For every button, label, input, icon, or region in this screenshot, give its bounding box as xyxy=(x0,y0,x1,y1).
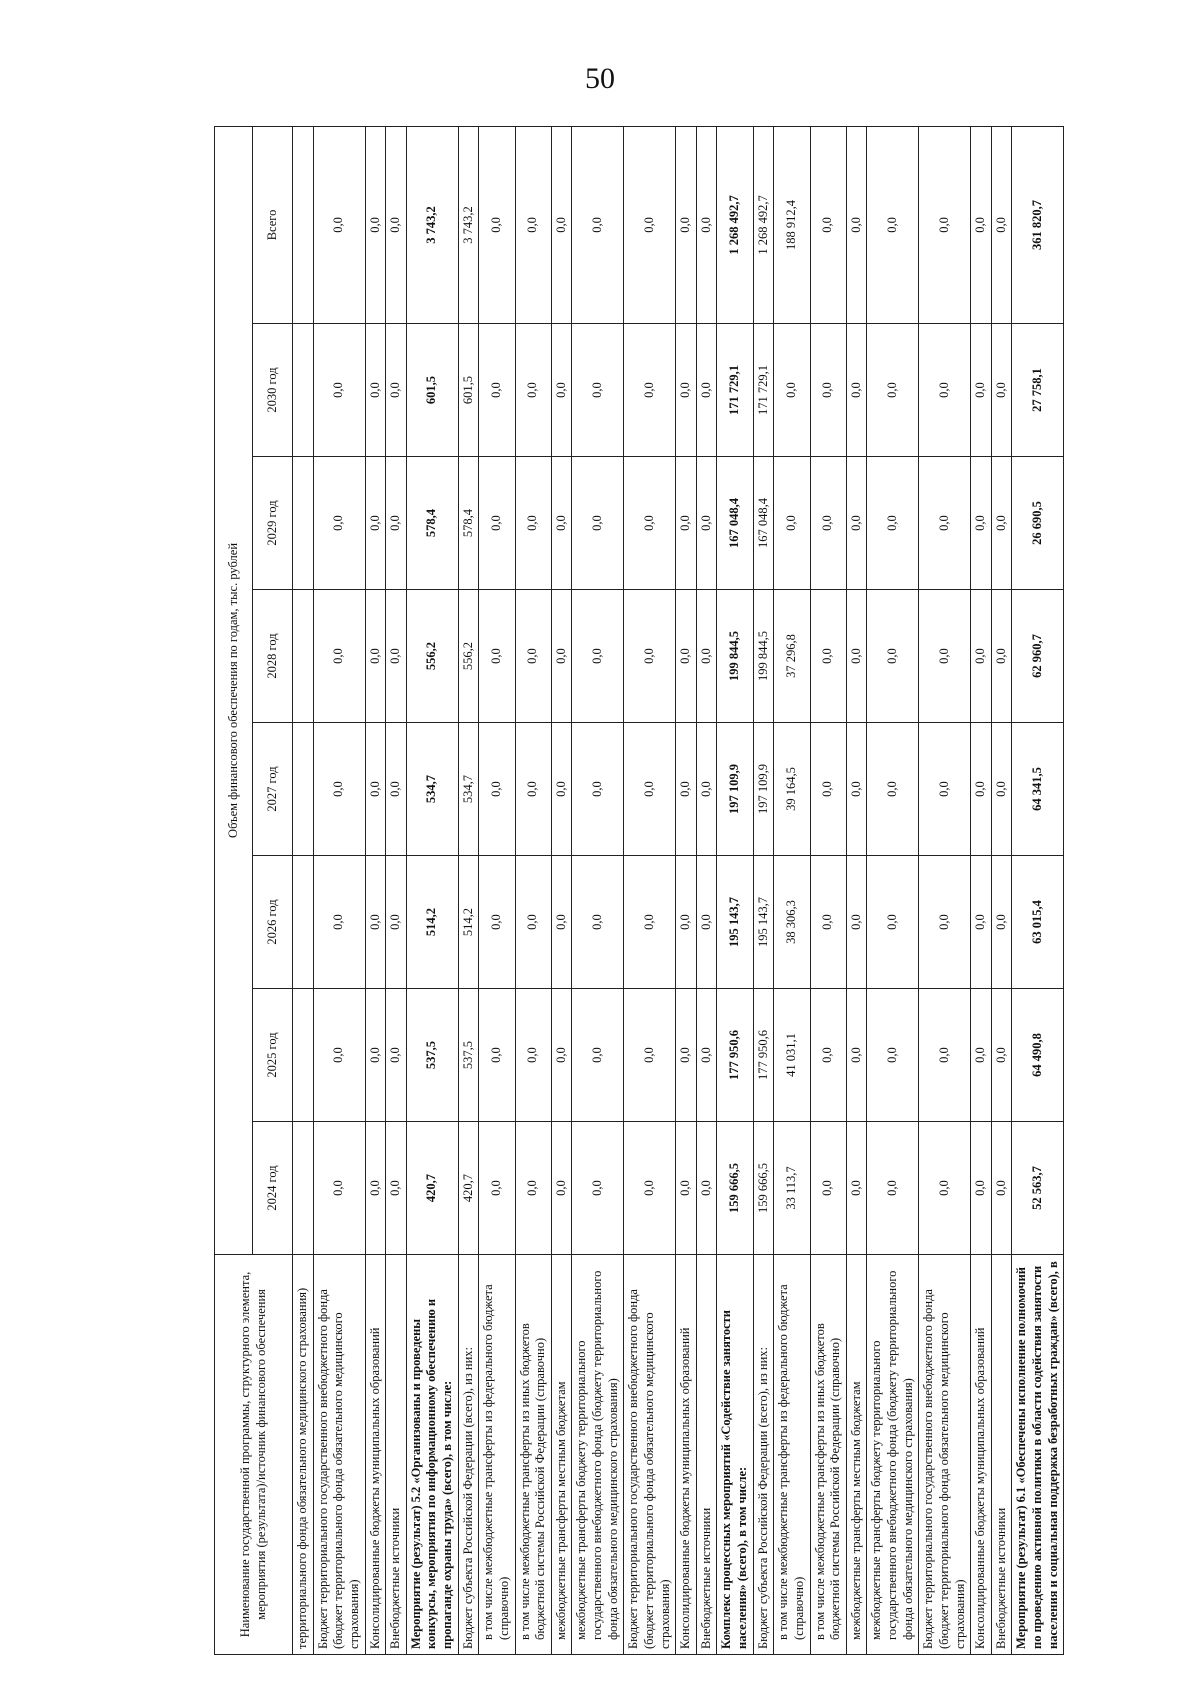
value-cell: 33 113,7 xyxy=(774,1122,810,1255)
value-cell: 0,0 xyxy=(676,723,697,856)
value-cell: 0,0 xyxy=(867,126,919,323)
value-cell: 159 666,5 xyxy=(753,1122,774,1255)
value-cell: 0,0 xyxy=(365,989,386,1122)
value-cell: 0,0 xyxy=(867,1122,919,1255)
value-cell: 0,0 xyxy=(676,1122,697,1255)
table-row xyxy=(572,126,624,1654)
value-cell: 534,7 xyxy=(406,723,458,856)
value-cell: 0,0 xyxy=(676,126,697,323)
value-cell: 0,0 xyxy=(624,856,676,989)
row-name: Внебюджетные источники xyxy=(991,1255,1012,1655)
value-cell: 0,0 xyxy=(676,457,697,590)
row-name: Внебюджетные источники xyxy=(696,1255,717,1655)
value-cell: 0,0 xyxy=(313,1122,365,1255)
row-name: межбюджетные трансферты местным бюджетам xyxy=(551,1255,572,1655)
value-cell: 0,0 xyxy=(479,989,515,1122)
row-name: в том числе межбюджетные трансферты из иных бюджетов бюджетной системы Российской Федерации (справочно) xyxy=(515,1255,551,1655)
value-cell: 0,0 xyxy=(696,126,717,323)
value-cell: 0,0 xyxy=(365,590,386,723)
row-name: Бюджет субъекта Российской Федерации (всего), из них: xyxy=(753,1255,774,1655)
value-cell: 159 666,5 xyxy=(717,1122,753,1255)
value-cell: 0,0 xyxy=(867,590,919,723)
value-cell: 37 296,8 xyxy=(774,590,810,723)
value-cell: 556,2 xyxy=(458,590,479,723)
value-cell: 0,0 xyxy=(810,457,846,590)
value-cell: 52 563,7 xyxy=(1012,1122,1064,1255)
value-cell: 0,0 xyxy=(313,457,365,590)
value-cell: 0,0 xyxy=(867,856,919,989)
row-name: территориального фонда обязательного медицинского страхования) xyxy=(293,1255,314,1655)
row-name: в том числе межбюджетные трансферты из федерального бюджета (справочно) xyxy=(479,1255,515,1655)
value-cell: 0,0 xyxy=(971,457,992,590)
row-name: Консолидированные бюджеты муниципальных образований xyxy=(365,1255,386,1655)
value-cell: 0,0 xyxy=(515,1122,551,1255)
value-cell: 0,0 xyxy=(386,590,407,723)
value-cell: 0,0 xyxy=(479,324,515,457)
table-row xyxy=(551,126,572,1654)
value-cell: 177 950,6 xyxy=(753,989,774,1122)
row-name: Бюджет территориального государственного внебюджетного фонда (бюджет территориального фонда обязательного медицинского страхования) xyxy=(919,1255,971,1655)
value-cell: 0,0 xyxy=(919,126,971,323)
value-cell: 0,0 xyxy=(386,723,407,856)
value-cell: 601,5 xyxy=(458,324,479,457)
value-cell: 0,0 xyxy=(624,989,676,1122)
value-cell: 0,0 xyxy=(846,856,867,989)
row-name: Бюджет территориального государственного внебюджетного фонда (бюджет территориального фонда обязательного медицинского страхования) xyxy=(313,1255,365,1655)
value-cell: 0,0 xyxy=(365,126,386,323)
value-cell: 0,0 xyxy=(515,126,551,323)
value-cell: 3 743,2 xyxy=(458,126,479,323)
value-cell: 0,0 xyxy=(386,126,407,323)
value-cell: 0,0 xyxy=(696,324,717,457)
value-cell: 0,0 xyxy=(810,1122,846,1255)
value-cell: 534,7 xyxy=(458,723,479,856)
row-name: межбюджетные трансферты бюджету территориального государственного внебюджетного фонда (бюджету территориального фонда обязательного медицинского страхования) xyxy=(572,1255,624,1655)
value-cell: 0,0 xyxy=(551,457,572,590)
value-cell: 514,2 xyxy=(458,856,479,989)
table-row xyxy=(867,126,919,1654)
value-cell: 0,0 xyxy=(572,590,624,723)
value-cell: 0,0 xyxy=(867,324,919,457)
value-cell: 0,0 xyxy=(810,723,846,856)
value-cell: 0,0 xyxy=(515,324,551,457)
value-cell: 0,0 xyxy=(479,856,515,989)
value-cell: 0,0 xyxy=(846,126,867,323)
value-cell: 27 758,1 xyxy=(1012,324,1064,457)
value-cell: 0,0 xyxy=(572,989,624,1122)
value-cell: 0,0 xyxy=(919,324,971,457)
value-cell: 0,0 xyxy=(867,457,919,590)
value-cell: 0,0 xyxy=(386,324,407,457)
value-cell: 0,0 xyxy=(313,723,365,856)
value-cell: 0,0 xyxy=(365,723,386,856)
value-cell: 0,0 xyxy=(551,126,572,323)
header-year: 2025 год xyxy=(253,989,293,1122)
value-cell: 0,0 xyxy=(810,856,846,989)
row-name: Бюджет субъекта Российской Федерации (всего), из них: xyxy=(458,1255,479,1655)
table-row xyxy=(810,126,846,1654)
value-cell: 0,0 xyxy=(572,126,624,323)
value-cell: 0,0 xyxy=(551,1122,572,1255)
value-cell: 0,0 xyxy=(313,126,365,323)
value-cell: 0,0 xyxy=(919,457,971,590)
value-cell: 0,0 xyxy=(846,590,867,723)
value-cell: 0,0 xyxy=(919,590,971,723)
value-cell: 0,0 xyxy=(810,590,846,723)
table-row xyxy=(515,126,551,1654)
value-cell: 537,5 xyxy=(406,989,458,1122)
value-cell: 0,0 xyxy=(867,989,919,1122)
value-cell: 0,0 xyxy=(624,457,676,590)
value-cell: 0,0 xyxy=(971,723,992,856)
value-cell: 0,0 xyxy=(846,723,867,856)
value-cell: 0,0 xyxy=(572,723,624,856)
header-year: Всего xyxy=(253,126,293,323)
value-cell xyxy=(293,856,314,989)
value-cell: 199 844,5 xyxy=(753,590,774,723)
value-cell: 0,0 xyxy=(515,989,551,1122)
value-cell: 0,0 xyxy=(676,856,697,989)
value-cell: 0,0 xyxy=(846,989,867,1122)
value-cell: 171 729,1 xyxy=(753,324,774,457)
row-name: Бюджет территориального государственного внебюджетного фонда (бюджет территориального фонда обязательного медицинского страхования) xyxy=(624,1255,676,1655)
row-name: Мероприятие (результат) 6.1 «Обеспечены исполнение полномочий по проведению активной политики в области содействия занятости населения и социальная поддержка безработных граждан» (всего), в xyxy=(1012,1255,1064,1655)
table-row xyxy=(753,126,774,1654)
value-cell: 0,0 xyxy=(696,590,717,723)
value-cell: 63 015,4 xyxy=(1012,856,1064,989)
value-cell: 0,0 xyxy=(365,324,386,457)
value-cell: 0,0 xyxy=(991,989,1012,1122)
value-cell xyxy=(293,723,314,856)
value-cell: 0,0 xyxy=(971,1122,992,1255)
table-row xyxy=(458,126,479,1654)
value-cell: 514,2 xyxy=(406,856,458,989)
value-cell: 0,0 xyxy=(624,723,676,856)
rotated-table xyxy=(214,127,1080,1655)
value-cell: 41 031,1 xyxy=(774,989,810,1122)
value-cell: 0,0 xyxy=(991,1122,1012,1255)
value-cell: 0,0 xyxy=(991,590,1012,723)
value-cell: 197 109,9 xyxy=(717,723,753,856)
value-cell: 0,0 xyxy=(624,324,676,457)
value-cell: 0,0 xyxy=(696,856,717,989)
value-cell: 0,0 xyxy=(386,989,407,1122)
value-cell: 0,0 xyxy=(624,126,676,323)
value-cell: 0,0 xyxy=(846,1122,867,1255)
value-cell: 420,7 xyxy=(406,1122,458,1255)
table-row xyxy=(991,126,1012,1654)
value-cell xyxy=(293,989,314,1122)
value-cell: 1 268 492,7 xyxy=(753,126,774,323)
value-cell: 171 729,1 xyxy=(717,324,753,457)
value-cell: 0,0 xyxy=(386,856,407,989)
value-cell: 38 306,3 xyxy=(774,856,810,989)
value-cell: 0,0 xyxy=(919,1122,971,1255)
header-year: 2026 год xyxy=(253,856,293,989)
header-year: 2029 год xyxy=(253,457,293,590)
value-cell: 195 143,7 xyxy=(717,856,753,989)
value-cell: 0,0 xyxy=(867,723,919,856)
value-cell xyxy=(293,457,314,590)
table-row xyxy=(696,126,717,1654)
value-cell: 0,0 xyxy=(551,723,572,856)
value-cell: 0,0 xyxy=(515,856,551,989)
row-name: межбюджетные трансферты бюджету территориального государственного внебюджетного фонда (бюджету территориального фонда обязательного медицинского страхования) xyxy=(867,1255,919,1655)
value-cell: 0,0 xyxy=(846,457,867,590)
value-cell: 0,0 xyxy=(572,1122,624,1255)
value-cell: 188 912,4 xyxy=(774,126,810,323)
value-cell xyxy=(293,126,314,323)
header-year: 2024 год xyxy=(253,1122,293,1255)
value-cell: 0,0 xyxy=(676,989,697,1122)
value-cell: 0,0 xyxy=(551,590,572,723)
value-cell: 0,0 xyxy=(313,324,365,457)
value-cell: 0,0 xyxy=(386,1122,407,1255)
value-cell: 167 048,4 xyxy=(717,457,753,590)
value-cell: 0,0 xyxy=(515,723,551,856)
header-group: Объем финансового обеспечения по годам, тыс. рублей xyxy=(215,126,253,1254)
value-cell: 601,5 xyxy=(406,324,458,457)
value-cell: 0,0 xyxy=(572,457,624,590)
value-cell: 0,0 xyxy=(971,856,992,989)
value-cell: 0,0 xyxy=(313,989,365,1122)
value-cell xyxy=(293,590,314,723)
value-cell: 578,4 xyxy=(458,457,479,590)
value-cell: 0,0 xyxy=(696,723,717,856)
row-name: в том числе межбюджетные трансферты из федерального бюджета (справочно) xyxy=(774,1255,810,1655)
value-cell: 0,0 xyxy=(971,324,992,457)
value-cell: 0,0 xyxy=(365,457,386,590)
value-cell: 0,0 xyxy=(971,590,992,723)
value-cell: 0,0 xyxy=(551,856,572,989)
row-name: межбюджетные трансферты местным бюджетам xyxy=(846,1255,867,1655)
value-cell: 0,0 xyxy=(971,126,992,323)
table-row xyxy=(919,126,971,1654)
value-cell: 0,0 xyxy=(479,457,515,590)
value-cell: 0,0 xyxy=(774,457,810,590)
value-cell: 64 490,8 xyxy=(1012,989,1064,1122)
value-cell: 1 268 492,7 xyxy=(717,126,753,323)
value-cell: 0,0 xyxy=(551,989,572,1122)
header-year: 2030 год xyxy=(253,324,293,457)
value-cell: 0,0 xyxy=(572,856,624,989)
value-cell: 0,0 xyxy=(919,856,971,989)
value-cell: 62 960,7 xyxy=(1012,590,1064,723)
value-cell: 0,0 xyxy=(774,324,810,457)
table-row xyxy=(479,126,515,1654)
value-cell: 199 844,5 xyxy=(717,590,753,723)
value-cell: 167 048,4 xyxy=(753,457,774,590)
value-cell: 578,4 xyxy=(406,457,458,590)
value-cell: 0,0 xyxy=(810,324,846,457)
header-year: 2027 год xyxy=(253,723,293,856)
value-cell: 3 743,2 xyxy=(406,126,458,323)
value-cell: 177 950,6 xyxy=(717,989,753,1122)
value-cell: 0,0 xyxy=(810,989,846,1122)
value-cell: 0,0 xyxy=(991,324,1012,457)
value-cell: 0,0 xyxy=(624,590,676,723)
value-cell: 0,0 xyxy=(479,590,515,723)
value-cell: 0,0 xyxy=(810,126,846,323)
value-cell: 0,0 xyxy=(919,723,971,856)
row-name: Консолидированные бюджеты муниципальных образований xyxy=(971,1255,992,1655)
value-cell: 0,0 xyxy=(846,324,867,457)
table-row xyxy=(1012,126,1064,1654)
value-cell: 0,0 xyxy=(624,1122,676,1255)
value-cell: 0,0 xyxy=(696,989,717,1122)
page-number: 50 xyxy=(585,62,615,95)
value-cell: 26 690,5 xyxy=(1012,457,1064,590)
value-cell: 0,0 xyxy=(365,1122,386,1255)
row-name: Консолидированные бюджеты муниципальных образований xyxy=(676,1255,697,1655)
table-row xyxy=(313,126,365,1654)
value-cell: 0,0 xyxy=(313,590,365,723)
value-cell xyxy=(293,324,314,457)
value-cell: 0,0 xyxy=(676,324,697,457)
value-cell: 0,0 xyxy=(696,457,717,590)
value-cell: 195 143,7 xyxy=(753,856,774,989)
value-cell: 0,0 xyxy=(971,989,992,1122)
row-name: Комплекс процессных мероприятий «Содействие занятости населения» (всего), в том числе: xyxy=(717,1255,753,1655)
table-row xyxy=(717,126,753,1654)
value-cell: 420,7 xyxy=(458,1122,479,1255)
table-row xyxy=(676,126,697,1654)
header-name-column: Наименование государственной программы, структурного элемента, мероприятия (результата)/источник финансового обеспечения xyxy=(215,1255,293,1655)
table-row xyxy=(365,126,386,1654)
value-cell: 64 341,5 xyxy=(1012,723,1064,856)
table-row xyxy=(406,126,458,1654)
value-cell: 0,0 xyxy=(991,126,1012,323)
value-cell: 197 109,9 xyxy=(753,723,774,856)
value-cell: 39 164,5 xyxy=(774,723,810,856)
value-cell: 0,0 xyxy=(696,1122,717,1255)
value-cell: 0,0 xyxy=(515,457,551,590)
rotated-table-container xyxy=(214,127,1200,1649)
value-cell: 0,0 xyxy=(991,457,1012,590)
value-cell: 0,0 xyxy=(479,723,515,856)
value-cell: 0,0 xyxy=(515,590,551,723)
header-year: 2028 год xyxy=(253,590,293,723)
value-cell: 0,0 xyxy=(991,723,1012,856)
value-cell: 0,0 xyxy=(919,989,971,1122)
value-cell: 0,0 xyxy=(551,324,572,457)
table-row xyxy=(971,126,992,1654)
value-cell: 537,5 xyxy=(458,989,479,1122)
table-row xyxy=(846,126,867,1654)
value-cell: 361 820,7 xyxy=(1012,126,1064,323)
value-cell: 0,0 xyxy=(572,324,624,457)
value-cell: 0,0 xyxy=(676,590,697,723)
row-name: в том числе межбюджетные трансферты из иных бюджетов бюджетной системы Российской Федерации (справочно) xyxy=(810,1255,846,1655)
financing-table xyxy=(214,126,1064,1655)
value-cell: 0,0 xyxy=(313,856,365,989)
row-name: Мероприятие (результат) 5.2 «Организованы и проведены конкурсы, мероприятия по информационному обеспечению и пропаганде охраны труда» (всего), в том числе: xyxy=(406,1255,458,1655)
table-row xyxy=(624,126,676,1654)
row-name: Внебюджетные источники xyxy=(386,1255,407,1655)
value-cell: 0,0 xyxy=(365,856,386,989)
table-row xyxy=(386,126,407,1654)
value-cell: 0,0 xyxy=(479,126,515,323)
value-cell: 556,2 xyxy=(406,590,458,723)
value-cell: 0,0 xyxy=(991,856,1012,989)
value-cell: 0,0 xyxy=(479,1122,515,1255)
table-row xyxy=(293,126,314,1654)
value-cell xyxy=(293,1122,314,1255)
value-cell: 0,0 xyxy=(386,457,407,590)
table-row xyxy=(774,126,810,1654)
